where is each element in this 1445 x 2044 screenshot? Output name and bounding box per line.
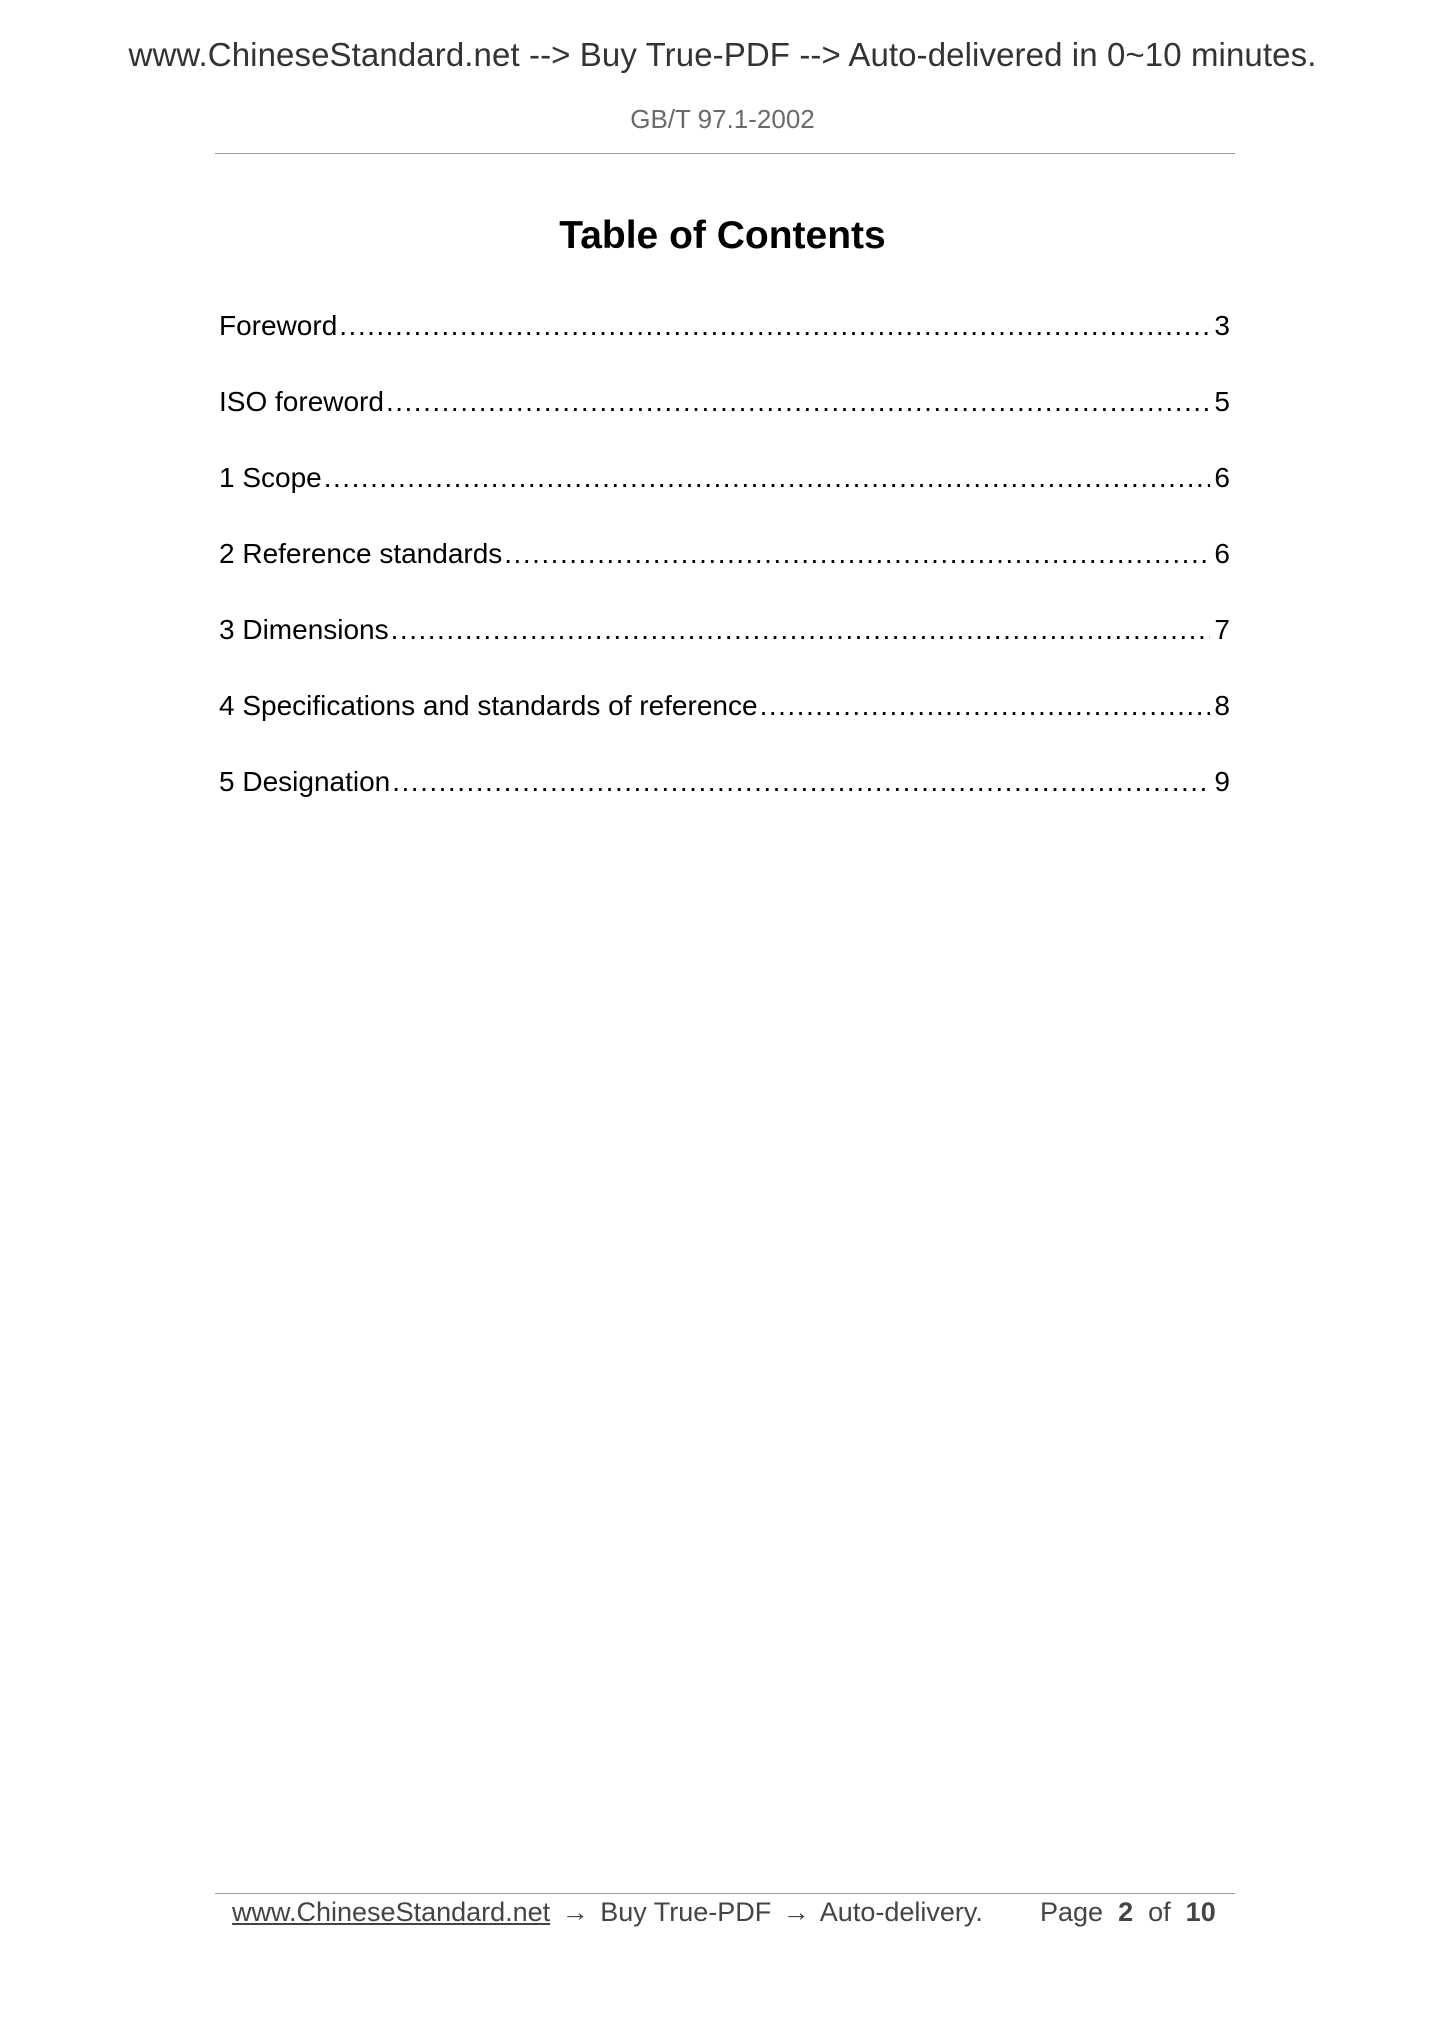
current-page-number: 2	[1118, 1897, 1134, 1927]
footer-buy-text: Buy True-PDF	[600, 1897, 772, 1927]
toc-entry-page: 7	[1214, 614, 1230, 645]
toc-entry-page: 3	[1214, 310, 1230, 341]
standard-number: GB/T 97.1-2002	[630, 104, 815, 134]
total-page-count: 10	[1185, 1897, 1216, 1927]
toc-dot-leader	[339, 310, 1210, 342]
arrow-right-icon: →	[561, 1897, 589, 1927]
of-word: of	[1148, 1897, 1171, 1927]
toc-entry-dimensions[interactable]	[219, 614, 1230, 690]
toc-entry-label: ISO foreword	[219, 386, 384, 417]
toc-entry-label: 1 Scope	[219, 462, 322, 493]
toc-entry-page: 8	[1214, 690, 1230, 721]
header-divider	[215, 153, 1235, 154]
toc-entry-label: 5 Designation	[219, 766, 391, 797]
toc-entry-page: 6	[1214, 538, 1230, 569]
arrow-right-icon: →	[782, 1897, 810, 1927]
toc-entry-label: 3 Dimensions	[219, 614, 389, 645]
toc-entry-page: 9	[1214, 766, 1230, 797]
top-banner: www.ChineseStandard.net --> Buy True-PDF --> Auto-delivered in 0~10 minutes.	[128, 36, 1317, 73]
toc-entry-label: Foreword	[219, 310, 338, 341]
toc-dot-leader	[504, 538, 1210, 570]
toc-entry-label: 2 Reference standards	[219, 538, 503, 569]
toc-dot-leader	[386, 386, 1210, 418]
toc-entry-page: 5	[1214, 386, 1230, 417]
footer-promo	[232, 1897, 983, 1928]
page-indicator	[1040, 1897, 1216, 1928]
toc-entry-reference-standards[interactable]	[219, 538, 1230, 614]
toc-entry-page: 6	[1214, 462, 1230, 493]
toc-dot-leader	[324, 462, 1211, 494]
toc-entry-specifications[interactable]	[219, 690, 1230, 766]
toc-entry-label: 4 Specifications and standards of reference	[219, 690, 758, 721]
footer-divider	[215, 1893, 1235, 1894]
toc-entry-designation[interactable]	[219, 766, 1230, 842]
footer-delivery-text: Auto-delivery.	[819, 1897, 983, 1927]
footer-site-link[interactable]: www.ChineseStandard.net	[232, 1897, 551, 1927]
toc-entry-iso-foreword[interactable]	[219, 386, 1230, 462]
toc-title: Table of Contents	[559, 214, 886, 257]
toc-dot-leader	[391, 614, 1211, 646]
page-word: Page	[1040, 1897, 1104, 1927]
toc-entry-scope[interactable]	[219, 462, 1230, 538]
toc-dot-leader	[392, 766, 1210, 798]
toc-entry-foreword[interactable]	[219, 310, 1230, 386]
toc-list	[219, 310, 1230, 842]
toc-dot-leader	[760, 690, 1211, 722]
